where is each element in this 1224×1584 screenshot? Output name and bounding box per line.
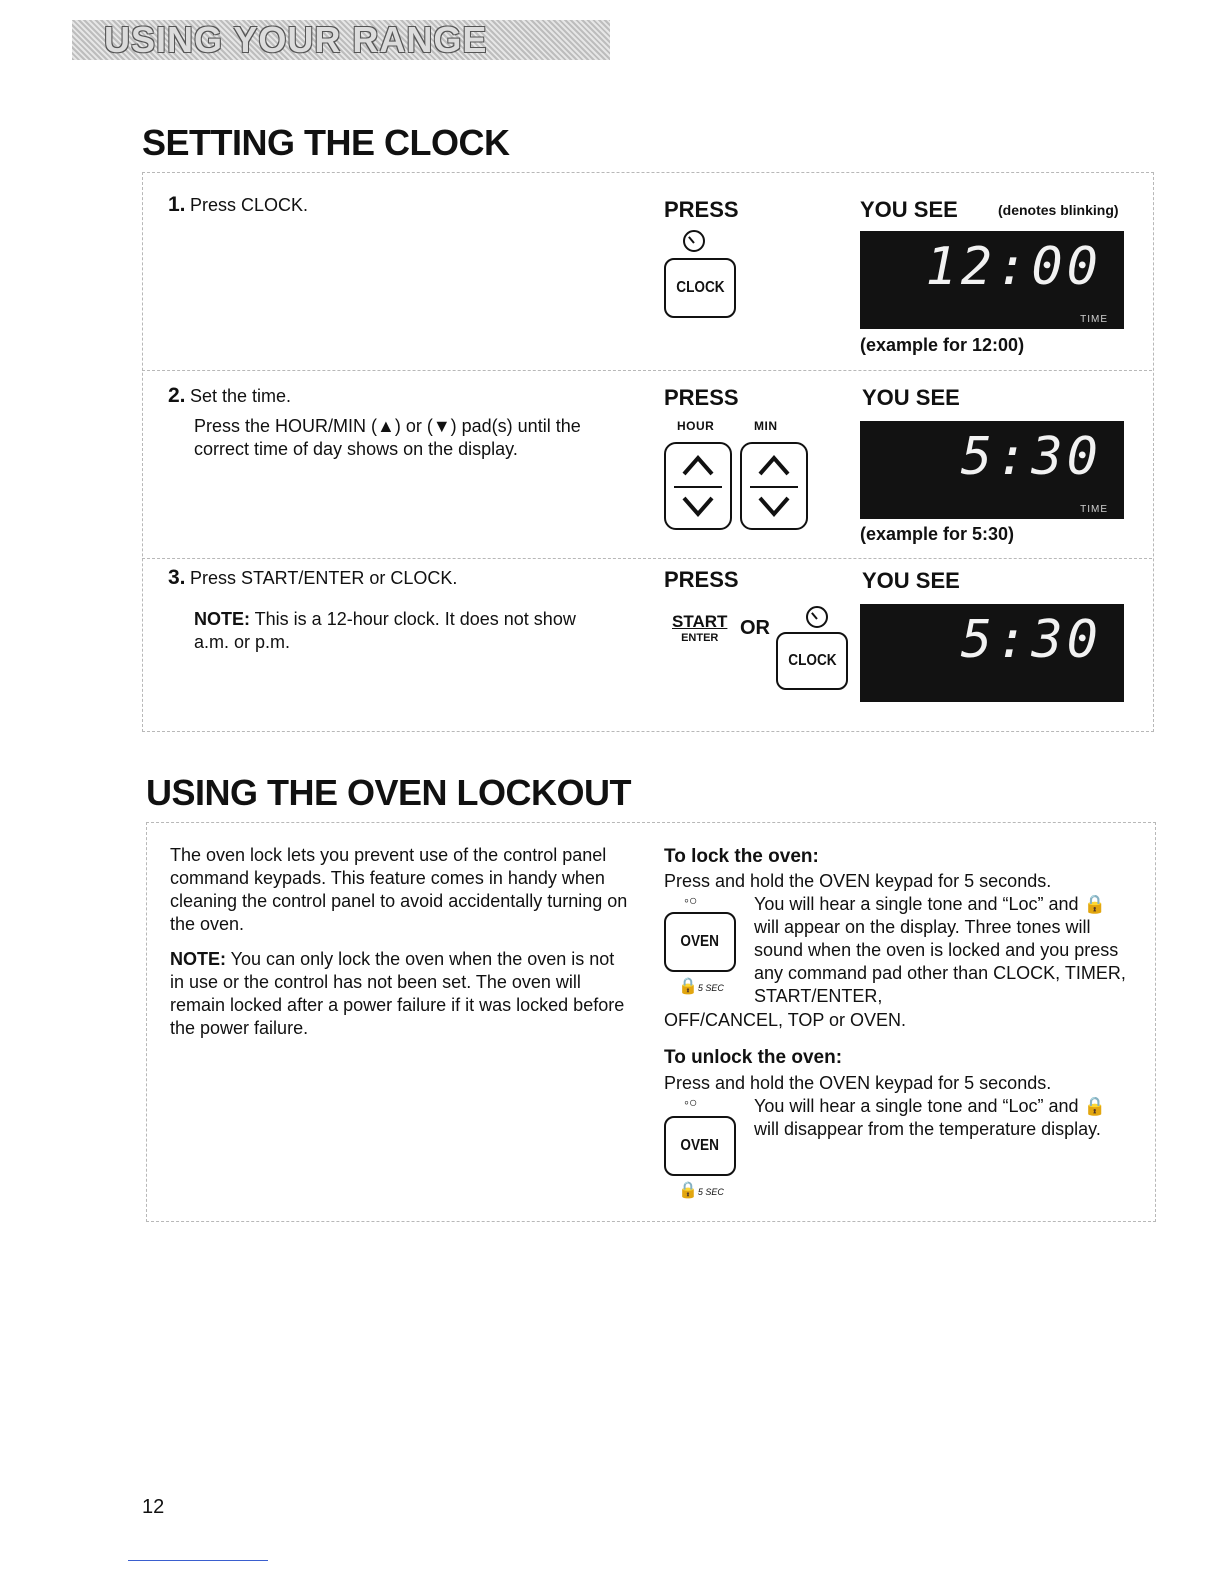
start-enter-key[interactable] (672, 612, 727, 644)
clock-button[interactable] (776, 632, 848, 690)
clock-button[interactable] (664, 258, 736, 318)
step-divider (142, 370, 1152, 371)
enter-label: ENTER (681, 632, 719, 644)
note-label: NOTE: (170, 949, 226, 969)
step-text: Set the time. (189, 386, 292, 406)
display-panel (860, 604, 1124, 702)
lock-press-line: Press and hold the OVEN keypad for 5 seconds. (664, 871, 1052, 891)
or-label: OR (740, 617, 770, 639)
oven-button-label: OVEN (680, 933, 720, 950)
hour-label: HOUR (677, 419, 715, 433)
step-detail: Press the HOUR/MIN (▲) or (▼) pad(s) until the correct time of day shows on the display. (194, 416, 581, 459)
display-value: 12:00 (925, 237, 1102, 297)
step-number: 3. (168, 566, 186, 589)
arrow-up-icon (680, 450, 716, 480)
arrow-down-icon (756, 492, 792, 522)
tone-icon: ◦○ (684, 1094, 698, 1110)
sec-label: 5 SEC (697, 983, 724, 993)
sec-label: 5 SEC (697, 1187, 724, 1197)
clock-button-label: CLOCK (675, 279, 725, 296)
step-number: 2. (168, 384, 186, 407)
lockout-section-title: USING THE OVEN LOCKOUT (146, 772, 632, 813)
arrow-up-icon (756, 450, 792, 480)
note-label: NOTE: (194, 609, 250, 629)
display-panel (860, 231, 1124, 329)
clock-button-label: CLOCK (787, 652, 837, 669)
lock-5sec (678, 976, 724, 996)
oven-button[interactable] (664, 1116, 736, 1176)
footer-rule (128, 1560, 268, 1561)
arrow-down-icon (680, 492, 716, 522)
clock-section-title: SETTING THE CLOCK (142, 122, 510, 163)
clock-icon (683, 230, 705, 252)
you-see-header: YOU SEE (860, 197, 958, 222)
unlock-press-line: Press and hold the OVEN keypad for 5 seconds. (664, 1073, 1052, 1093)
page-number: 12 (142, 1496, 165, 1518)
min-pad[interactable] (740, 442, 808, 530)
step-1 (168, 193, 308, 217)
step-note (194, 608, 614, 654)
time-tag: TIME (1080, 314, 1108, 325)
lockout-intro: The oven lock lets you prevent use of the control panel command keypads. This feature comes in handy when cleaning the control panel to avoid accidentally turning on the oven. (170, 845, 628, 934)
lock-description: You will hear a single tone and “Loc” and 🔒 will appear on the display. Three tones will sound when the oven is locked and you press any command pad other than CLOCK, TIMER, START/ENTER, (754, 894, 1126, 1006)
banner-title: USING YOUR RANGE (104, 19, 488, 60)
display-caption: (example for 12:00) (860, 335, 1025, 355)
step-divider (142, 558, 1152, 559)
step-2 (168, 384, 291, 408)
display-value: 5:30 (960, 427, 1102, 487)
note-text: This is a 12-hour clock. It does not show a.m. or p.m. (194, 609, 576, 652)
lock-description-tail: OFF/CANCEL, TOP or OVEN. (664, 1010, 907, 1030)
step-text: Press CLOCK. (189, 195, 308, 215)
you-see-header: YOU SEE (862, 568, 960, 593)
oven-button-label: OVEN (680, 1137, 720, 1154)
step-3 (168, 566, 457, 590)
unlock-heading: To unlock the oven: (664, 1047, 843, 1068)
display-value: 5:30 (960, 610, 1102, 670)
hour-pad[interactable] (664, 442, 732, 530)
oven-button[interactable] (664, 912, 736, 972)
step-text: Press START/ENTER or CLOCK. (189, 568, 458, 588)
min-label: MIN (754, 419, 778, 433)
clock-icon (806, 606, 828, 628)
start-label: START (672, 612, 728, 631)
step-number: 1. (168, 193, 186, 216)
press-header: PRESS (664, 197, 739, 222)
display-caption: (example for 5:30) (860, 524, 1015, 544)
lock-icon: 🔒 (678, 1182, 698, 1199)
you-see-header: YOU SEE (862, 385, 960, 410)
display-panel (860, 421, 1124, 519)
blinking-note: (denotes blinking) (998, 202, 1119, 218)
time-tag: TIME (1080, 504, 1108, 515)
lockout-note (170, 948, 630, 1040)
note-text: You can only lock the oven when the oven is not in use or the control has not been set. The oven will remain locked after a power failure if it was locked before the power failure. (170, 949, 625, 1038)
unlock-5sec (678, 1180, 724, 1200)
section-banner (72, 20, 610, 60)
lock-icon: 🔒 (678, 978, 698, 995)
lock-heading: To lock the oven: (664, 846, 819, 867)
tone-icon: ◦○ (684, 892, 698, 908)
unlock-description: You will hear a single tone and “Loc” and 🔒 will disappear from the temperature display. (754, 1096, 1106, 1139)
press-header: PRESS (664, 567, 739, 592)
press-header: PRESS (664, 385, 739, 410)
